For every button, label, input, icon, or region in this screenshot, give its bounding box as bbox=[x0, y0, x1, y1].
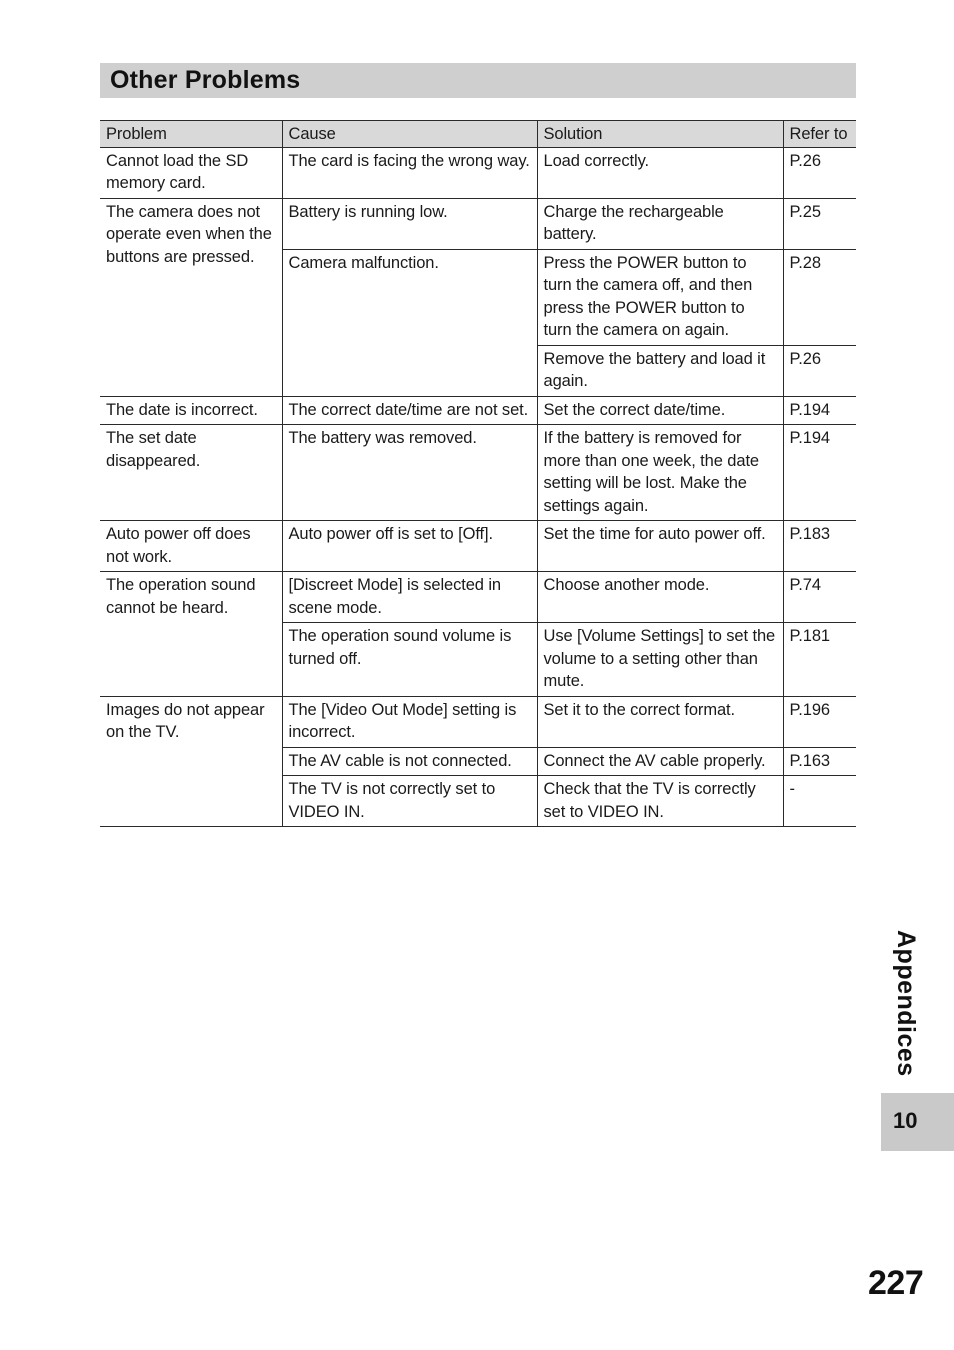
cause-cell: Auto power off is set to [Off]. bbox=[282, 521, 537, 572]
cause-cell: The correct date/time are not set. bbox=[282, 396, 537, 425]
refer-cell: - bbox=[783, 776, 856, 827]
table-row bbox=[100, 572, 856, 623]
table-row bbox=[100, 696, 856, 747]
refer-cell: P.196 bbox=[783, 696, 856, 747]
table-row bbox=[100, 521, 856, 572]
refer-cell: P.28 bbox=[783, 249, 856, 345]
table-row bbox=[100, 147, 856, 198]
refer-cell: P.194 bbox=[783, 425, 856, 521]
solution-cell: Choose another mode. bbox=[537, 572, 783, 623]
cause-cell: The operation sound volume is turned off. bbox=[282, 623, 537, 697]
problem-cell: The operation sound cannot be heard. bbox=[100, 572, 282, 697]
header-refer-to: Refer to bbox=[783, 121, 856, 148]
chapter-tab bbox=[881, 1093, 954, 1151]
problem-cell: Images do not appear on the TV. bbox=[100, 696, 282, 827]
section-title: Other Problems bbox=[110, 66, 301, 94]
table-row bbox=[100, 198, 856, 249]
cause-cell: The AV cable is not connected. bbox=[282, 747, 537, 776]
refer-cell: P.163 bbox=[783, 747, 856, 776]
header-cause: Cause bbox=[282, 121, 537, 148]
solution-cell: Remove the battery and load it again. bbox=[537, 345, 783, 396]
problem-cell: The date is incorrect. bbox=[100, 396, 282, 425]
solution-cell: If the battery is removed for more than one week, the date setting will be lost. Make the settings again. bbox=[537, 425, 783, 521]
cause-cell: Camera malfunction. bbox=[282, 249, 537, 396]
refer-cell: P.25 bbox=[783, 198, 856, 249]
table-header-row bbox=[100, 121, 856, 148]
problem-cell: Auto power off does not work. bbox=[100, 521, 282, 572]
solution-cell: Set the time for auto power off. bbox=[537, 521, 783, 572]
header-solution: Solution bbox=[537, 121, 783, 148]
header-problem: Problem bbox=[100, 121, 282, 148]
solution-cell: Load correctly. bbox=[537, 147, 783, 198]
cause-cell: The card is facing the wrong way. bbox=[282, 147, 537, 198]
table-row bbox=[100, 425, 856, 521]
table-row bbox=[100, 396, 856, 425]
refer-cell: P.74 bbox=[783, 572, 856, 623]
problem-cell: Cannot load the SD memory card. bbox=[100, 147, 282, 198]
side-tab-label: Appendices bbox=[892, 930, 920, 1077]
troubleshooting-table bbox=[100, 120, 856, 827]
refer-cell: P.181 bbox=[783, 623, 856, 697]
section-header bbox=[100, 63, 856, 98]
solution-cell: Check that the TV is correctly set to VIDEO IN. bbox=[537, 776, 783, 827]
cause-cell: [Discreet Mode] is selected in scene mode. bbox=[282, 572, 537, 623]
solution-cell: Connect the AV cable properly. bbox=[537, 747, 783, 776]
solution-cell: Press the POWER button to turn the camera off, and then press the POWER button to turn the camera on again. bbox=[537, 249, 783, 345]
solution-cell: Set the correct date/time. bbox=[537, 396, 783, 425]
solution-cell: Set it to the correct format. bbox=[537, 696, 783, 747]
refer-cell: P.26 bbox=[783, 345, 856, 396]
solution-cell: Use [Volume Settings] to set the volume to a setting other than mute. bbox=[537, 623, 783, 697]
refer-cell: P.26 bbox=[783, 147, 856, 198]
chapter-number: 10 bbox=[893, 1108, 918, 1133]
problem-cell: The camera does not operate even when the buttons are pressed. bbox=[100, 198, 282, 396]
problem-cell: The set date disappeared. bbox=[100, 425, 282, 521]
refer-cell: P.183 bbox=[783, 521, 856, 572]
refer-cell: P.194 bbox=[783, 396, 856, 425]
cause-cell: The [Video Out Mode] setting is incorrect. bbox=[282, 696, 537, 747]
page-number: 227 bbox=[868, 1264, 924, 1302]
solution-cell: Charge the rechargeable battery. bbox=[537, 198, 783, 249]
cause-cell: The battery was removed. bbox=[282, 425, 537, 521]
cause-cell: Battery is running low. bbox=[282, 198, 537, 249]
cause-cell: The TV is not correctly set to VIDEO IN. bbox=[282, 776, 537, 827]
